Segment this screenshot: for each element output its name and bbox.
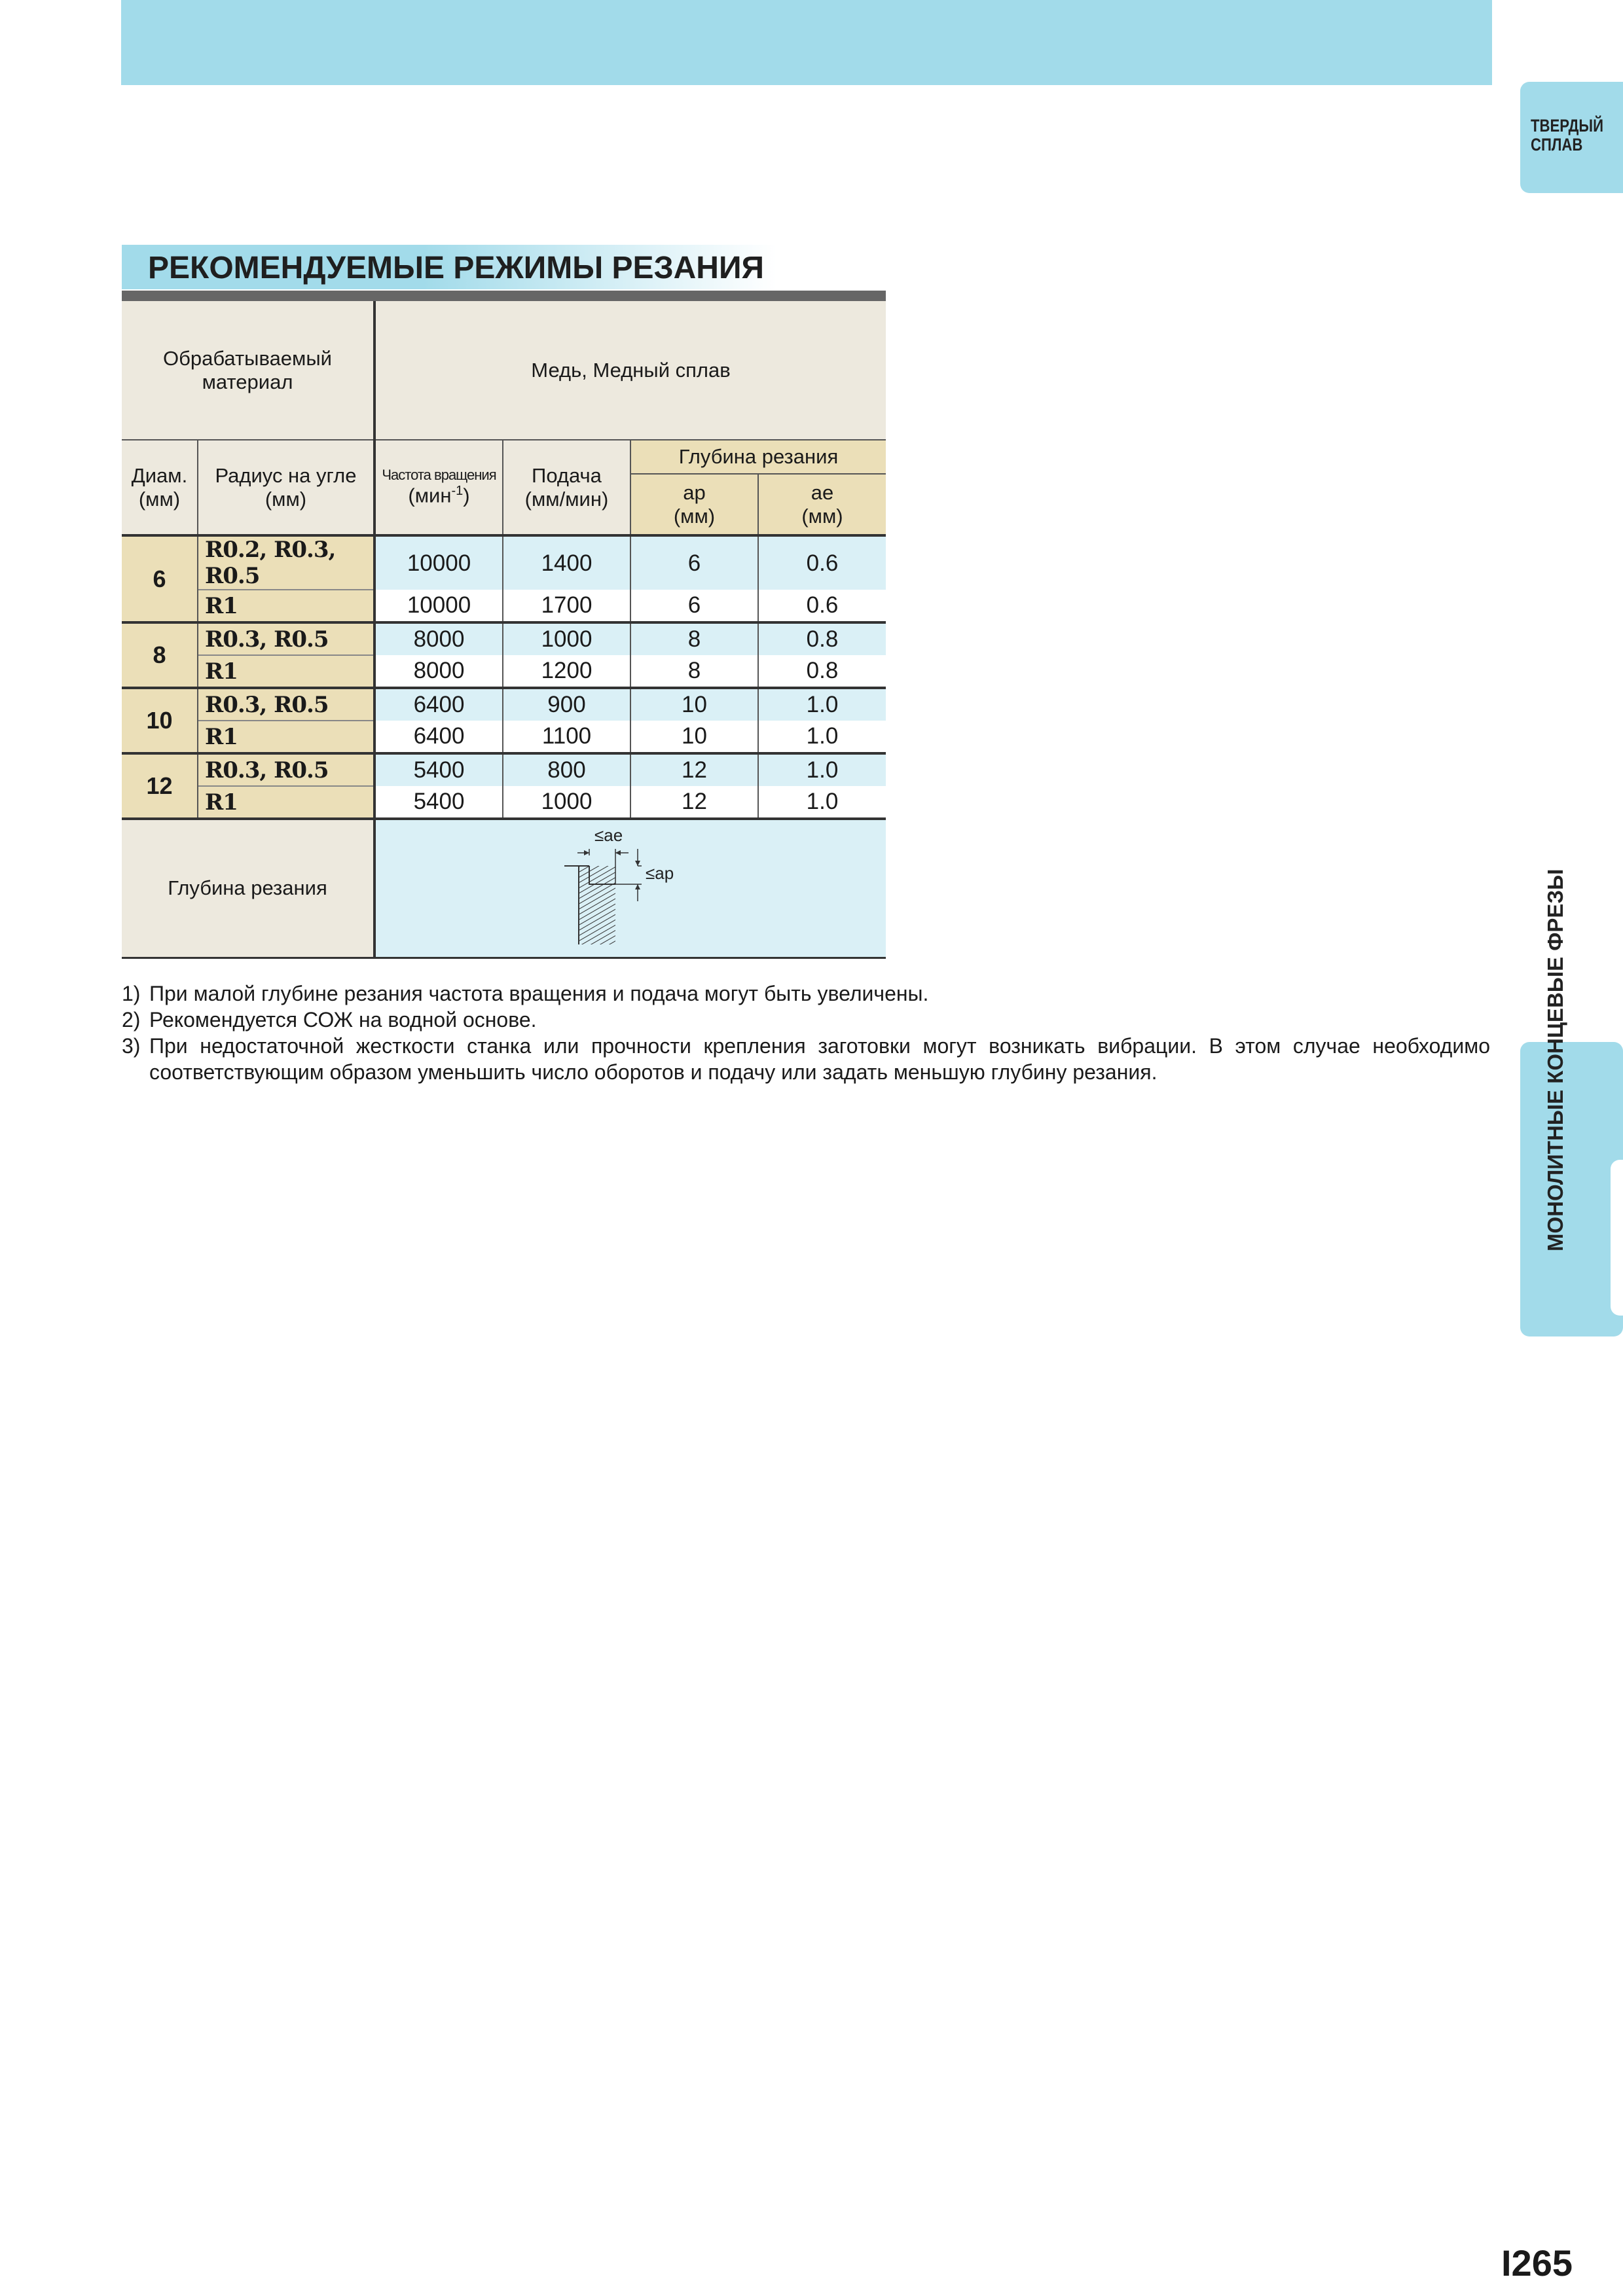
note-number: 1) [122, 982, 141, 1005]
note-item [122, 980, 1490, 1007]
side-tab-carbide-label [1531, 116, 1604, 154]
diagram-ae-label: ≤ae [594, 825, 623, 846]
section-title: РЕКОМЕНДУЕМЫЕ РЕЖИМЫ РЕЗАНИЯ [148, 251, 764, 285]
ae-cell: 0.8 [758, 622, 886, 655]
top-color-band [121, 0, 1492, 85]
feed-cell: 1700 [503, 590, 630, 622]
feed-cell: 800 [503, 753, 630, 786]
col-radius-header [198, 440, 374, 535]
ap-cell: 6 [630, 590, 758, 622]
cutting-conditions-table [122, 301, 886, 959]
feed-cell: 1200 [503, 655, 630, 688]
side-tab-carbide-text: ТВЕРДЫЙ СПЛАВ [1531, 116, 1604, 154]
note-number: 2) [122, 1008, 141, 1031]
speed-cell: 5400 [374, 786, 503, 819]
workpiece-hatch [579, 866, 615, 944]
ae-cell: 1.0 [806, 789, 839, 814]
speed-cell: 10000 [374, 535, 503, 590]
note-item [122, 1033, 1490, 1085]
col-speed-unit-sup: -1 [451, 484, 464, 499]
material-value-cell [374, 301, 886, 440]
radius-cell: R0.3, R0.5 [198, 622, 374, 655]
radius-cell: R0.2, R0.3, R0.5 [198, 535, 374, 590]
col-ae-header [758, 474, 886, 535]
ae-cell: 0.6 [758, 535, 886, 590]
ae-cell: 0.6 [806, 592, 839, 618]
ap-cell: 10 [630, 721, 758, 753]
diagram-ap-label: ≤ap [645, 863, 674, 884]
depth-label-cell [122, 819, 374, 958]
material-label-cell [122, 301, 374, 440]
diam-cell: 8 [122, 622, 198, 688]
radius-cell: R1 [198, 786, 374, 819]
col-feed-header [503, 440, 630, 535]
feed-cell: 1100 [503, 721, 630, 753]
feed-cell: 1000 [503, 786, 630, 819]
col-speed-label: Частота вращения [382, 467, 496, 484]
cutting-depth-diagram [526, 823, 736, 954]
side-tab-notch [1611, 1160, 1623, 1316]
title-rule [122, 291, 886, 301]
ap-cell: 12 [630, 786, 758, 819]
ae-cell: 0.8 [806, 658, 839, 683]
col-speed-unit [376, 484, 502, 507]
radius-cell: R0.3, R0.5 [198, 688, 374, 721]
radius-cell: R1 [198, 721, 374, 753]
col-diam-header [122, 440, 198, 535]
col-radius-label: Радиус на угле (мм) [215, 463, 357, 511]
radius-cell: R1 [198, 590, 374, 622]
ap-cell: 10 [630, 688, 758, 721]
col-depth-label: Глубина резания [678, 445, 839, 468]
diam-cell: 6 [122, 535, 198, 622]
note-item [122, 1007, 1490, 1033]
feed-cell: 900 [503, 688, 630, 721]
material-value: Медь, Медный сплав [531, 358, 731, 382]
radius-cell: R0.3, R0.5 [198, 753, 374, 786]
ae-cell: 1.0 [806, 723, 839, 749]
speed-cell: 8000 [374, 622, 503, 655]
radius-cell: R1 [198, 655, 374, 688]
material-label: Обрабатываемый материал [163, 346, 332, 393]
col-ap-label: ap (мм) [673, 480, 716, 528]
ae-cell: 1.0 [758, 753, 886, 786]
col-speed-unit-open: (мин [408, 484, 452, 507]
speed-cell: 6400 [374, 688, 503, 721]
side-tab-end-mills-label: МОНОЛИТНЫЕ КОНЦЕВЫЕ ФРЕЗЫ [1543, 869, 1567, 1251]
col-speed-unit-close: ) [463, 484, 470, 507]
ap-cell: 8 [630, 622, 758, 655]
ap-cell: 12 [630, 753, 758, 786]
note-number: 3) [122, 1034, 141, 1058]
col-speed-header [374, 440, 503, 535]
col-depth-header [630, 440, 886, 474]
feed-cell: 1400 [503, 535, 630, 590]
page-number: I265 [1501, 2242, 1573, 2284]
notes [122, 980, 1490, 1085]
ap-cell: 8 [630, 655, 758, 688]
speed-cell: 8000 [374, 655, 503, 688]
ap-cell: 6 [630, 535, 758, 590]
speed-cell: 5400 [374, 753, 503, 786]
note-text: При недостаточной жесткости станка или прочности крепления заготовки могут возникать вибрации. В этом случае необходимо соответствующим образом уменьшить число оборотов и подачу или задать меньшую глубину резания. [149, 1034, 1490, 1084]
feed-cell: 1000 [503, 622, 630, 655]
note-text: Рекомендуется СОЖ на водной основе. [149, 1008, 537, 1031]
depth-label: Глубина резания [168, 876, 327, 900]
diam-cell: 12 [122, 753, 198, 819]
side-tab-end-mills[interactable] [1520, 869, 1623, 1336]
col-ap-header [630, 474, 758, 535]
diam-cell: 10 [122, 688, 198, 753]
col-ae-label: ae (мм) [801, 480, 843, 528]
col-diam-label: Диам. (мм) [131, 463, 188, 511]
speed-cell: 6400 [374, 721, 503, 753]
depth-diagram-cell [374, 819, 886, 958]
ae-cell: 1.0 [758, 688, 886, 721]
col-feed-label: Подача (мм/мин) [524, 463, 609, 511]
note-text: При малой глубине резания частота вращения и подача могут быть увеличены. [149, 982, 929, 1005]
speed-cell: 10000 [374, 590, 503, 622]
section-title-bar [122, 245, 886, 289]
